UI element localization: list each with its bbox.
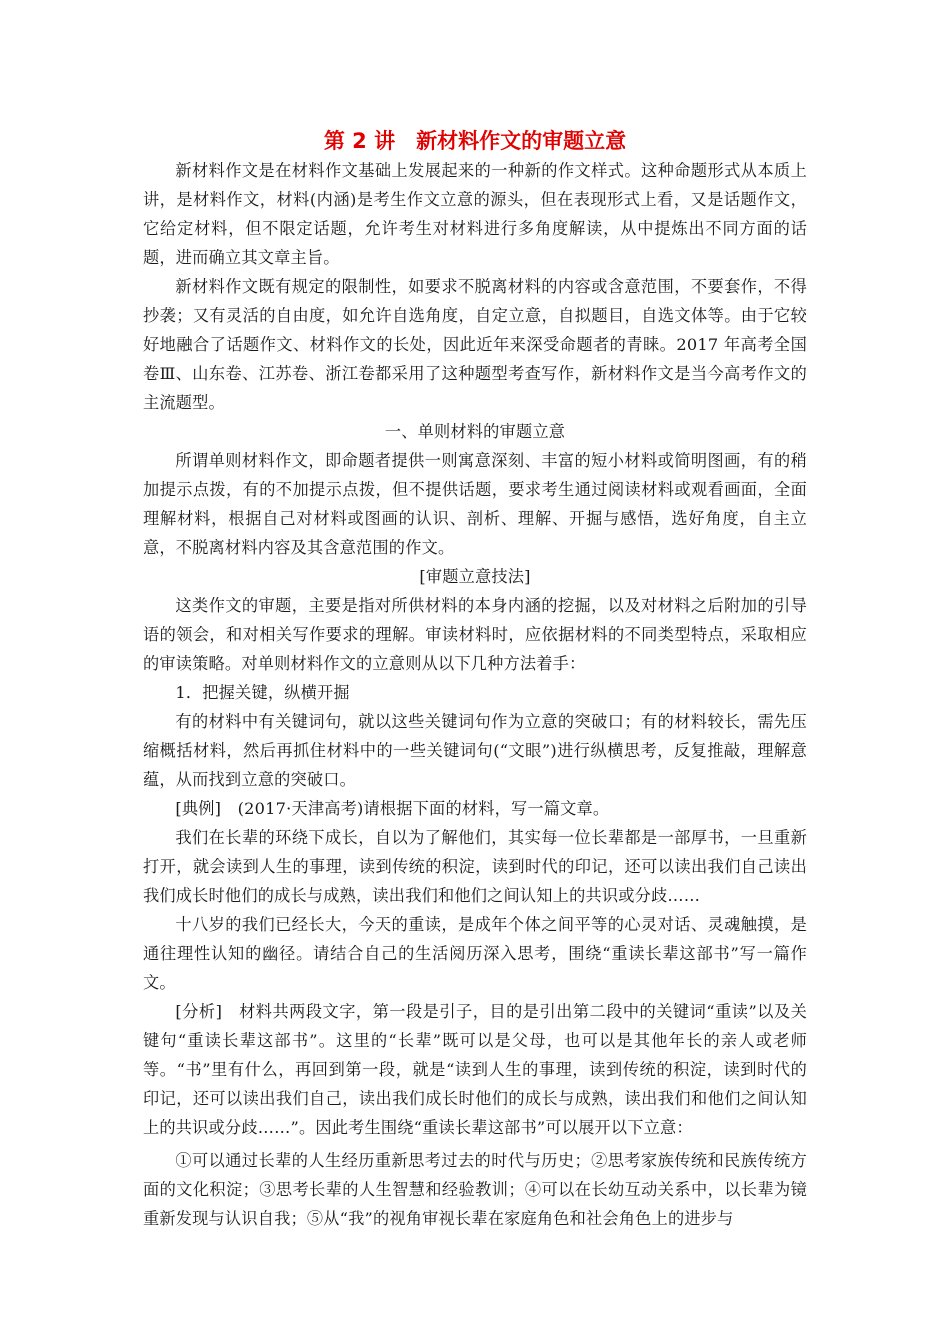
method-paragraph: 有的材料中有关键词句，就以这些关键词句作为立意的突破口；有的材料较长，需先压缩概括材料，然后再抓住材料中的一些关键词句(“文眼”)进行纵横思考，反复推敲，理解意蕴，从而找到立意的突破口。 [143, 712, 807, 789]
technique-heading: [审题立意技法] [419, 567, 531, 586]
section-paragraph: 所谓单则材料作文，即命题者提供一则寓意深刻、丰富的短小材料或简明图画，有的稍加提示点拨，有的不加提示点拨，但不提供话题，要求考生通过阅读材料或观看画面，全面理解材料，根据自己对材料或图画的认识、剖析、理解、开掘与感悟，选好角度，自主立意，不脱离材料内容及其含意范围的作文。 [143, 451, 807, 557]
intro-paragraph-1: 新材料作文是在材料作文基础上发展起来的一种新的作文样式。这种命题形式从本质上讲，是材料作文，材料(内涵)是考生作文立意的源头，但在表现形式上看，又是话题作文，它给定材料，但不限定话题，允许考生对材料进行多角度解读，从中提炼出不同方面的话题，进而确立其文章主旨。 [143, 161, 807, 267]
technique-paragraph: 这类作文的审题，主要是指对所供材料的本身内涵的挖掘，以及对材料之后附加的引导语的领会，和对相关写作要求的理解。审读材料时，应依据材料的不同类型特点，采取相应的审读策略。对单则材料作文的立意则从以下几种方法着手： [143, 596, 807, 673]
lecture-title: 第 2 讲 新材料作文的审题立意 [323, 129, 627, 153]
document-body [143, 126, 807, 1233]
section-heading: 一、单则材料的审题立意 [384, 422, 566, 441]
example-material-2: 十八岁的我们已经长大，今天的重读，是成年个体之间平等的心灵对话、灵魂触摸，是通往理性认知的幽径。请结合自己的生活阅历深入思考，围绕“重读长辈这部书”写一篇作文。 [143, 915, 807, 992]
method-heading: 1．把握关键，纵横开掘 [175, 683, 350, 702]
intro-paragraph-2: 新材料作文既有规定的限制性，如要求不脱离材料的内容或含意范围，不要套作，不得抄袭；又有灵活的自由度，如允许自选角度，自定立意，自拟题目，自选文体等。由于它较好地融合了话题作文、材料作文的长处，因此近年来深受命题者的青睐。2017 年高考全国卷Ⅲ、山东卷、江苏卷、浙江卷都采用了这种题型考查写作，新材料作文是当今高考作文的主流题型。 [143, 277, 807, 412]
ideas-paragraph: ①可以通过长辈的人生经历重新思考过去的时代与历史；②思考家族传统和民族传统方面的文化积淀；③思考长辈的人生智慧和经验教训；④可以在长幼互动关系中，以长辈为镜重新发现与认识自我；⑤从“我”的视角审视长辈在家庭角色和社会角色上的进步与 [143, 1151, 807, 1228]
example-intro: [典例] (2017·天津高考)请根据下面的材料，写一篇文章。 [175, 799, 610, 818]
analysis-paragraph: [分析] 材料共两段文字，第一段是引子，目的是引出第二段中的关键词“重读”以及关键句“重读长辈这部书”。这里的“长辈”既可以是父母，也可以是其他年长的亲人或老师等。“书”里有什么，再回到第一段，就是“读到人生的事理，读到传统的积淀，读到时代的印记，还可以读出我们自己，读出我们成长时他们的成长与成熟，读出我们和他们之间认知上的共识或分歧……”。因此考生围绕“重读长辈这部书”可以展开以下立意： [143, 1002, 807, 1137]
example-material-1: 我们在长辈的环绕下成长，自以为了解他们，其实每一位长辈都是一部厚书，一旦重新打开，就会读到人生的事理，读到传统的积淀，读到时代的印记，还可以读出我们自己读出我们成长时他们的成长与成熟，读出我们和他们之间认知上的共识或分歧…… [143, 828, 807, 905]
